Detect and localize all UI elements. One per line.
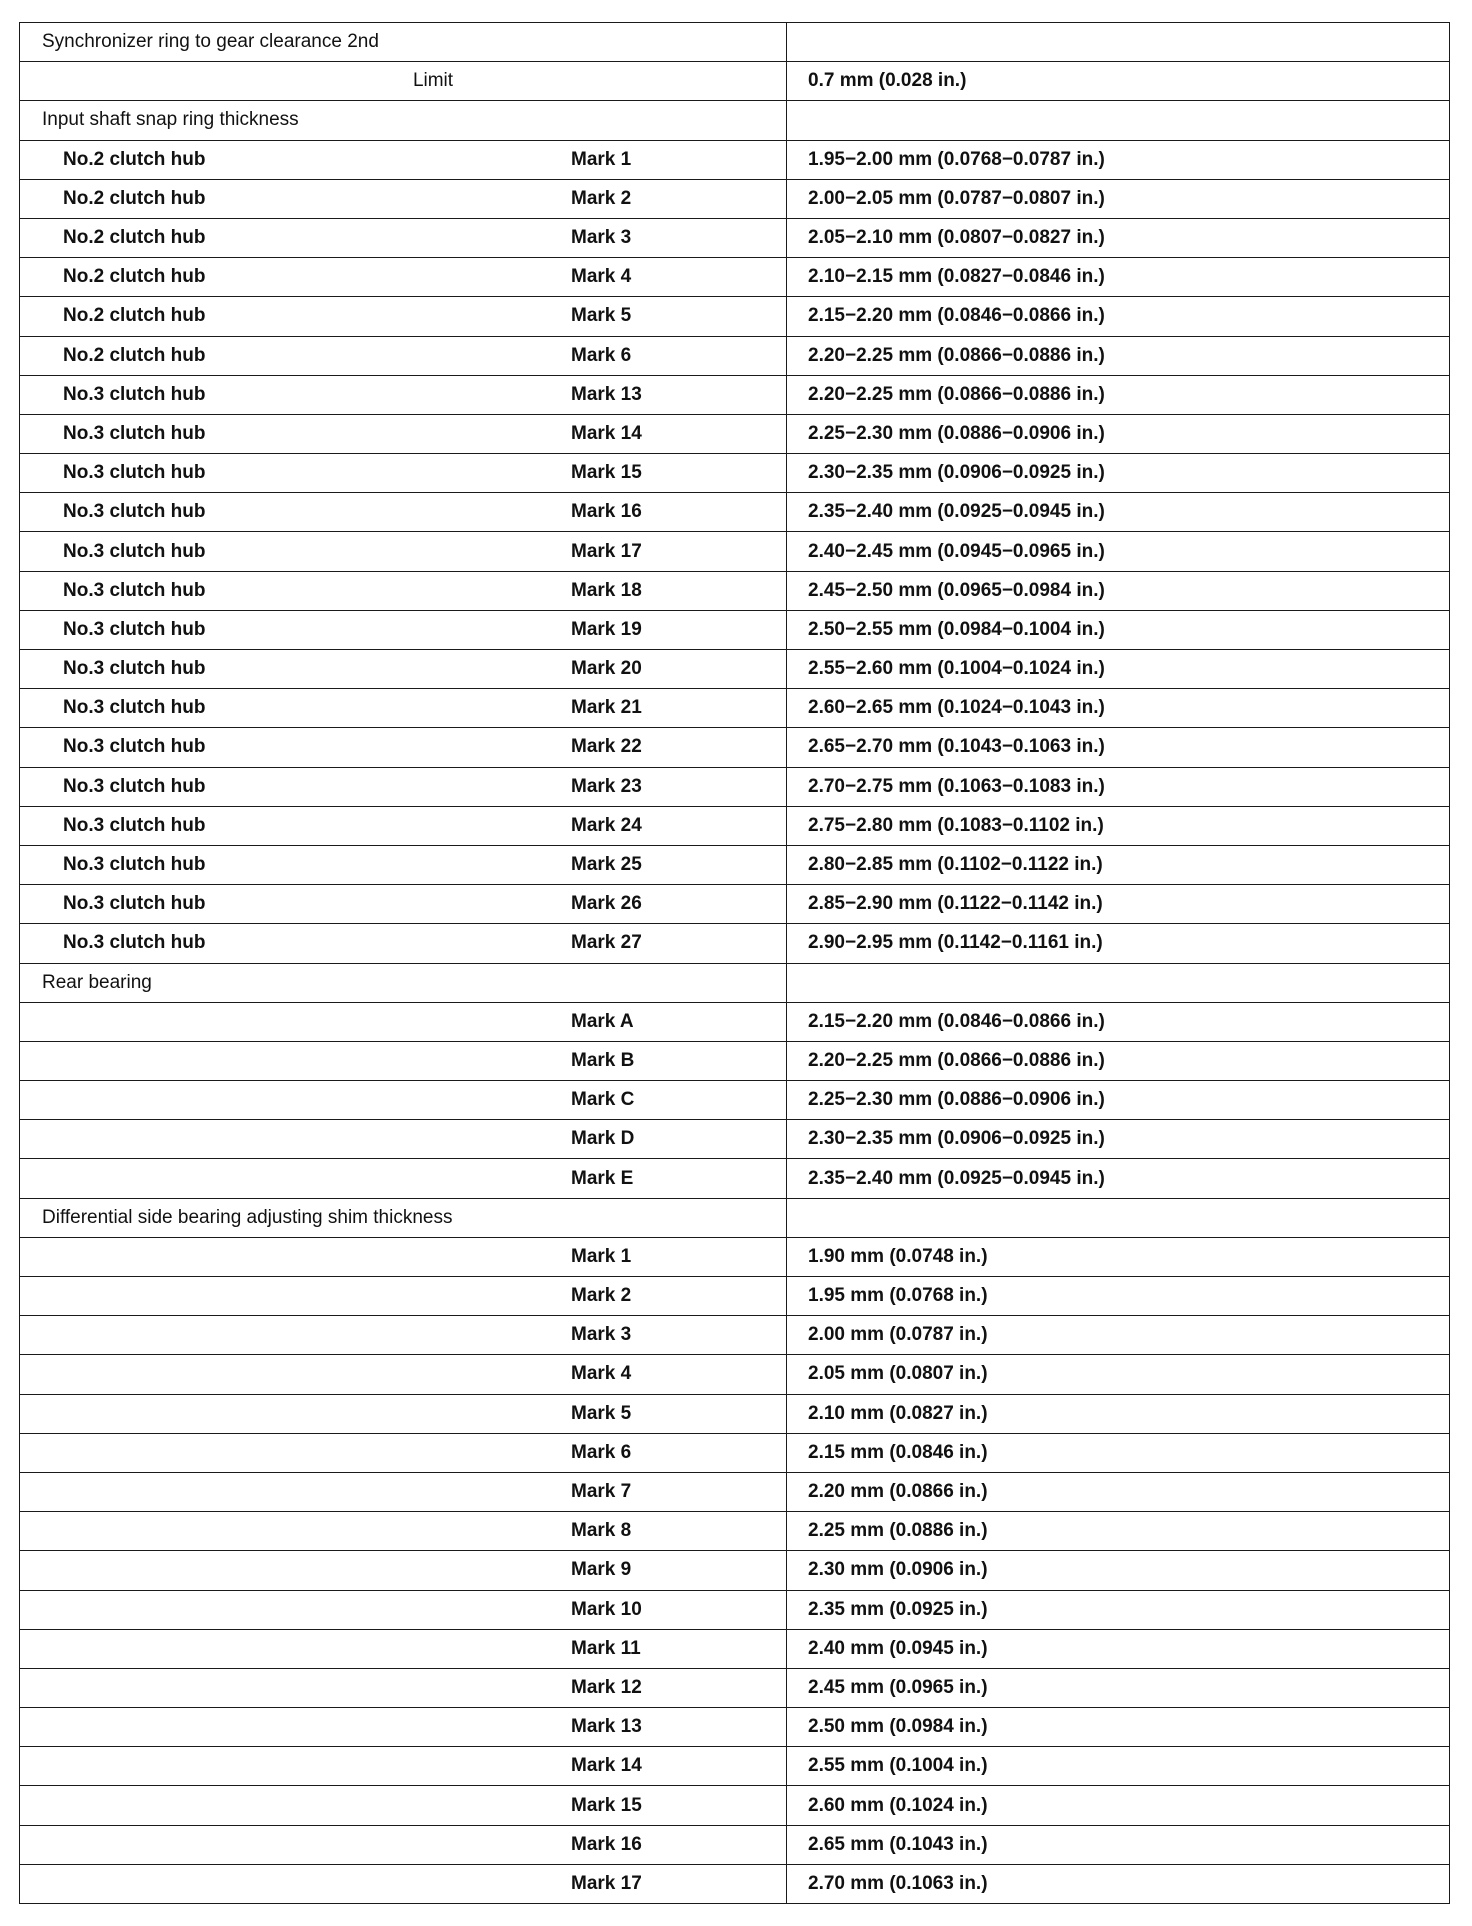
item-label: No.3 clutch hub [63,422,206,444]
item-label: No.3 clutch hub [63,736,206,758]
mark-label: Mark 7 [571,1481,632,1503]
spec-value: 2.30−2.35 mm (0.0906−0.0925 in.) [787,454,1450,493]
item-mark-cell [20,1747,787,1786]
mark-label: Mark 1 [571,148,632,170]
mark-label: Mark 26 [571,893,642,915]
table-row [20,806,1450,845]
item-mark-cell [20,689,787,728]
table-row [20,140,1450,179]
item-mark-cell [20,1002,787,1041]
item-mark-cell [20,1551,787,1590]
table-row [20,1237,1450,1276]
item-label: No.3 clutch hub [63,462,206,484]
spec-value: 2.65 mm (0.1043 in.) [787,1825,1450,1864]
table-row [20,1825,1450,1864]
item-mark-cell [20,179,787,218]
table-row [20,1120,1450,1159]
mark-label: Mark 2 [571,187,632,209]
item-label: No.3 clutch hub [63,893,206,915]
table-row [20,1002,1450,1041]
mark-label: Mark D [571,1128,635,1150]
table-row [20,767,1450,806]
item-mark-cell [20,885,787,924]
table-row [20,454,1450,493]
table-row [20,1472,1450,1511]
spec-value: 2.45 mm (0.0965 in.) [787,1668,1450,1707]
spec-value: 2.60 mm (0.1024 in.) [787,1786,1450,1825]
item-mark-cell [20,532,787,571]
section-empty-value [787,101,1450,140]
mark-label: Mark 18 [571,579,642,601]
mark-label: Mark 2 [571,1285,632,1307]
spec-value: 2.25−2.30 mm (0.0886−0.0906 in.) [787,414,1450,453]
spec-value: 2.20−2.25 mm (0.0866−0.0886 in.) [787,375,1450,414]
item-label: No.3 clutch hub [63,618,206,640]
spec-value: 2.10−2.15 mm (0.0827−0.0846 in.) [787,258,1450,297]
item-mark-cell [20,728,787,767]
table-row [20,532,1450,571]
table-row [20,1590,1450,1629]
table-row [20,1277,1450,1316]
mark-label: Mark 9 [571,1559,632,1581]
item-mark-cell [20,1120,787,1159]
table-row [20,297,1450,336]
item-mark-cell [20,845,787,884]
item-label: No.2 clutch hub [63,227,206,249]
table-row [20,218,1450,257]
mark-label: Mark 27 [571,932,642,954]
spec-value: 1.95 mm (0.0768 in.) [787,1277,1450,1316]
table-row [20,414,1450,453]
table-row [20,1786,1450,1825]
item-mark-cell [20,610,787,649]
spec-value: 2.00−2.05 mm (0.0787−0.0807 in.) [787,179,1450,218]
item-label: No.2 clutch hub [63,187,206,209]
mark-label: Mark A [571,1010,634,1032]
mark-label: Mark 16 [571,501,642,523]
table-row [20,1747,1450,1786]
spec-value: 2.65−2.70 mm (0.1043−0.1063 in.) [787,728,1450,767]
table-row [20,62,1450,101]
table-row [20,571,1450,610]
section-header-row [20,23,1450,62]
spec-value: 2.05−2.10 mm (0.0807−0.0827 in.) [787,218,1450,257]
mark-label: Mark 8 [571,1520,632,1542]
table-row [20,1041,1450,1080]
table-row [20,1081,1450,1120]
section-header-row [20,963,1450,1002]
spec-table [19,22,1450,1904]
item-label: No.3 clutch hub [63,540,206,562]
limit-label: Limit [20,62,787,101]
mark-label: Mark 21 [571,697,642,719]
item-mark-cell [20,1277,787,1316]
item-label: No.3 clutch hub [63,932,206,954]
item-mark-cell [20,1590,787,1629]
item-mark-cell [20,258,787,297]
spec-value: 2.30 mm (0.0906 in.) [787,1551,1450,1590]
mark-label: Mark 12 [571,1676,642,1698]
mark-label: Mark 14 [571,422,642,444]
item-mark-cell [20,1237,787,1276]
mark-label: Mark 13 [571,383,642,405]
item-mark-cell [20,924,787,963]
section-empty-value [787,963,1450,1002]
item-mark-cell [20,140,787,179]
item-mark-cell [20,1864,787,1903]
spec-value: 2.60−2.65 mm (0.1024−0.1043 in.) [787,689,1450,728]
item-mark-cell [20,767,787,806]
mark-label: Mark 3 [571,227,632,249]
table-row [20,610,1450,649]
spec-value: 2.70−2.75 mm (0.1063−0.1083 in.) [787,767,1450,806]
item-mark-cell [20,1668,787,1707]
table-row [20,1355,1450,1394]
mark-label: Mark E [571,1167,634,1189]
item-label: No.3 clutch hub [63,383,206,405]
section-title: Synchronizer ring to gear clearance 2nd [20,23,787,62]
item-mark-cell [20,1629,787,1668]
item-mark-cell [20,454,787,493]
mark-label: Mark 13 [571,1716,642,1738]
spec-value: 2.50−2.55 mm (0.0984−0.1004 in.) [787,610,1450,649]
mark-label: Mark 23 [571,775,642,797]
mark-label: Mark 4 [571,1363,632,1385]
spec-value: 2.20−2.25 mm (0.0866−0.0886 in.) [787,1041,1450,1080]
table-row [20,179,1450,218]
item-label: No.2 clutch hub [63,344,206,366]
spec-value: 2.55−2.60 mm (0.1004−0.1024 in.) [787,650,1450,689]
mark-label: Mark 20 [571,658,642,680]
table-row [20,650,1450,689]
spec-value: 2.25−2.30 mm (0.0886−0.0906 in.) [787,1081,1450,1120]
item-label: No.2 clutch hub [63,305,206,327]
mark-label: Mark C [571,1089,635,1111]
mark-label: Mark 14 [571,1755,642,1777]
table-row [20,336,1450,375]
mark-label: Mark 17 [571,1872,642,1894]
table-row [20,1668,1450,1707]
item-mark-cell [20,1472,787,1511]
table-row [20,1629,1450,1668]
table-row [20,845,1450,884]
item-mark-cell [20,1355,787,1394]
mark-label: Mark 4 [571,266,632,288]
table-row [20,1159,1450,1198]
mark-label: Mark 19 [571,618,642,640]
item-mark-cell [20,1316,787,1355]
spec-value: 2.80−2.85 mm (0.1102−0.1122 in.) [787,845,1450,884]
item-label: No.3 clutch hub [63,775,206,797]
item-mark-cell [20,650,787,689]
spec-table-body [20,23,1450,1904]
spec-value: 2.00 mm (0.0787 in.) [787,1316,1450,1355]
spec-value: 2.35 mm (0.0925 in.) [787,1590,1450,1629]
mark-label: Mark 1 [571,1245,632,1267]
item-mark-cell [20,375,787,414]
item-mark-cell [20,806,787,845]
spec-value: 2.15−2.20 mm (0.0846−0.0866 in.) [787,1002,1450,1041]
table-row [20,1512,1450,1551]
item-mark-cell [20,297,787,336]
spec-value: 2.90−2.95 mm (0.1142−0.1161 in.) [787,924,1450,963]
item-mark-cell [20,493,787,532]
table-row [20,689,1450,728]
item-label: No.3 clutch hub [63,814,206,836]
spec-value: 2.75−2.80 mm (0.1083−0.1102 in.) [787,806,1450,845]
spec-value: 2.35−2.40 mm (0.0925−0.0945 in.) [787,493,1450,532]
table-row [20,1864,1450,1903]
item-mark-cell [20,336,787,375]
table-row [20,1708,1450,1747]
spec-value: 2.15−2.20 mm (0.0846−0.0866 in.) [787,297,1450,336]
section-header-row [20,101,1450,140]
spec-value: 2.10 mm (0.0827 in.) [787,1394,1450,1433]
table-row [20,885,1450,924]
item-mark-cell [20,1394,787,1433]
spec-value: 1.95−2.00 mm (0.0768−0.0787 in.) [787,140,1450,179]
table-row [20,924,1450,963]
item-mark-cell [20,571,787,610]
mark-label: Mark 22 [571,736,642,758]
table-row [20,1316,1450,1355]
spec-value: 2.05 mm (0.0807 in.) [787,1355,1450,1394]
spec-value: 2.25 mm (0.0886 in.) [787,1512,1450,1551]
item-mark-cell [20,1433,787,1472]
mark-label: Mark 10 [571,1598,642,1620]
table-row [20,375,1450,414]
spec-value: 2.15 mm (0.0846 in.) [787,1433,1450,1472]
mark-label: Mark 11 [571,1637,641,1659]
spec-value: 2.50 mm (0.0984 in.) [787,1708,1450,1747]
table-row [20,728,1450,767]
mark-label: Mark 17 [571,540,642,562]
mark-label: Mark 24 [571,814,642,836]
mark-label: Mark 25 [571,854,642,876]
mark-label: Mark 6 [571,1441,632,1463]
item-mark-cell [20,1159,787,1198]
section-empty-value [787,23,1450,62]
item-mark-cell [20,1825,787,1864]
section-empty-value [787,1198,1450,1237]
table-row [20,1394,1450,1433]
table-row [20,258,1450,297]
mark-label: Mark 5 [571,305,632,327]
item-label: No.2 clutch hub [63,148,206,170]
item-label: No.3 clutch hub [63,697,206,719]
spec-value: 2.35−2.40 mm (0.0925−0.0945 in.) [787,1159,1450,1198]
item-mark-cell [20,1081,787,1120]
item-label: No.3 clutch hub [63,854,206,876]
item-mark-cell [20,1786,787,1825]
mark-label: Mark 15 [571,1794,642,1816]
spec-value: 2.40−2.45 mm (0.0945−0.0965 in.) [787,532,1450,571]
item-label: No.3 clutch hub [63,658,206,680]
spec-value: 2.70 mm (0.1063 in.) [787,1864,1450,1903]
spec-value: 2.40 mm (0.0945 in.) [787,1629,1450,1668]
item-mark-cell [20,1708,787,1747]
spec-value: 0.7 mm (0.028 in.) [787,62,1450,101]
mark-label: Mark 3 [571,1324,632,1346]
spec-value: 2.20 mm (0.0866 in.) [787,1472,1450,1511]
item-mark-cell [20,1041,787,1080]
spec-value: 2.55 mm (0.1004 in.) [787,1747,1450,1786]
item-mark-cell [20,1512,787,1551]
mark-label: Mark 5 [571,1402,632,1424]
mark-label: Mark 15 [571,462,642,484]
spec-value: 2.45−2.50 mm (0.0965−0.0984 in.) [787,571,1450,610]
section-title: Input shaft snap ring thickness [20,101,787,140]
item-label: No.3 clutch hub [63,501,206,523]
table-row [20,1433,1450,1472]
mark-label: Mark 16 [571,1833,642,1855]
spec-value: 2.85−2.90 mm (0.1122−0.1142 in.) [787,885,1450,924]
table-row [20,493,1450,532]
item-label: No.2 clutch hub [63,266,206,288]
item-mark-cell [20,414,787,453]
section-title: Differential side bearing adjusting shim thickness [20,1198,787,1237]
item-mark-cell [20,218,787,257]
item-label: No.3 clutch hub [63,579,206,601]
spec-value: 2.30−2.35 mm (0.0906−0.0925 in.) [787,1120,1450,1159]
mark-label: Mark 6 [571,344,632,366]
table-row [20,1551,1450,1590]
spec-value: 1.90 mm (0.0748 in.) [787,1237,1450,1276]
section-title: Rear bearing [20,963,787,1002]
section-header-row [20,1198,1450,1237]
spec-value: 2.20−2.25 mm (0.0866−0.0886 in.) [787,336,1450,375]
mark-label: Mark B [571,1049,635,1071]
